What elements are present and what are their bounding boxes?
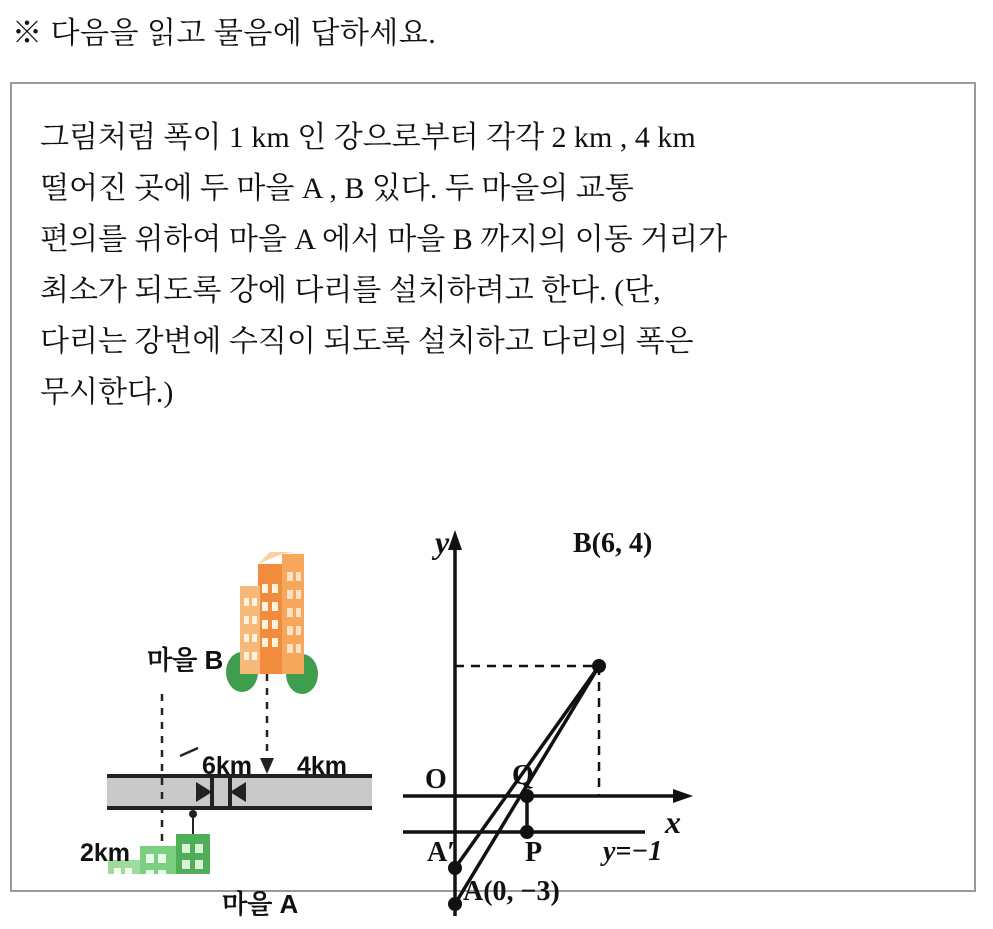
label-point-B: B(6, 4) <box>573 528 653 559</box>
label-y-axis: y <box>435 524 450 560</box>
statement-line-3: 편의를 위하여 마을 A 에서 마을 B 까지의 이동 거리가 <box>40 223 728 256</box>
x-axis-arrow <box>673 789 693 803</box>
statement-line-5: 다리는 강변에 수직이 되도록 설치하고 다리의 폭은 <box>40 325 694 358</box>
label-x-axis: x <box>665 804 681 840</box>
label-line-y-equals-minus-1: y=−1 <box>603 836 663 867</box>
building-b-icon <box>226 552 318 694</box>
statement-line-6: 무시한다.) <box>40 376 174 409</box>
label-origin: O <box>425 764 447 795</box>
river-diagram <box>62 524 392 919</box>
label-point-Q: Q <box>512 760 534 791</box>
label-town-a: 마을 A <box>222 889 299 919</box>
statement-line-2: 떨어진 곳에 두 마을 A , B 있다. 두 마을의 교통 <box>40 172 634 205</box>
label-2km: 2km <box>80 839 131 867</box>
statement-line-4: 최소가 되도록 강에 다리를 설치하려고 한다. (단, <box>40 274 661 307</box>
label-4km: 4km <box>297 752 348 780</box>
label-6km: 6km <box>202 752 253 780</box>
point-B <box>592 659 606 673</box>
label-point-A: A(0, −3) <box>463 876 560 907</box>
problem-box <box>10 82 976 919</box>
instruction-text: ※ 다음을 읽고 물음에 답하세요. <box>12 17 437 50</box>
coordinate-diagram <box>387 524 947 907</box>
tick-6km <box>180 748 198 756</box>
river-diagram-svg <box>62 524 392 874</box>
label-town-b: 마을 B <box>147 645 224 675</box>
statement-line-1: 그림처럼 폭이 1 km 인 강으로부터 각각 2 km , 4 km <box>40 121 696 154</box>
y-axis-arrow <box>448 530 462 550</box>
label-point-P: P <box>525 837 543 868</box>
figure-area <box>32 524 952 919</box>
arrow-down-icon <box>260 758 274 774</box>
problem-statement <box>40 112 950 418</box>
label-point-A-prime: A′ <box>427 837 456 868</box>
point-A <box>448 897 462 911</box>
